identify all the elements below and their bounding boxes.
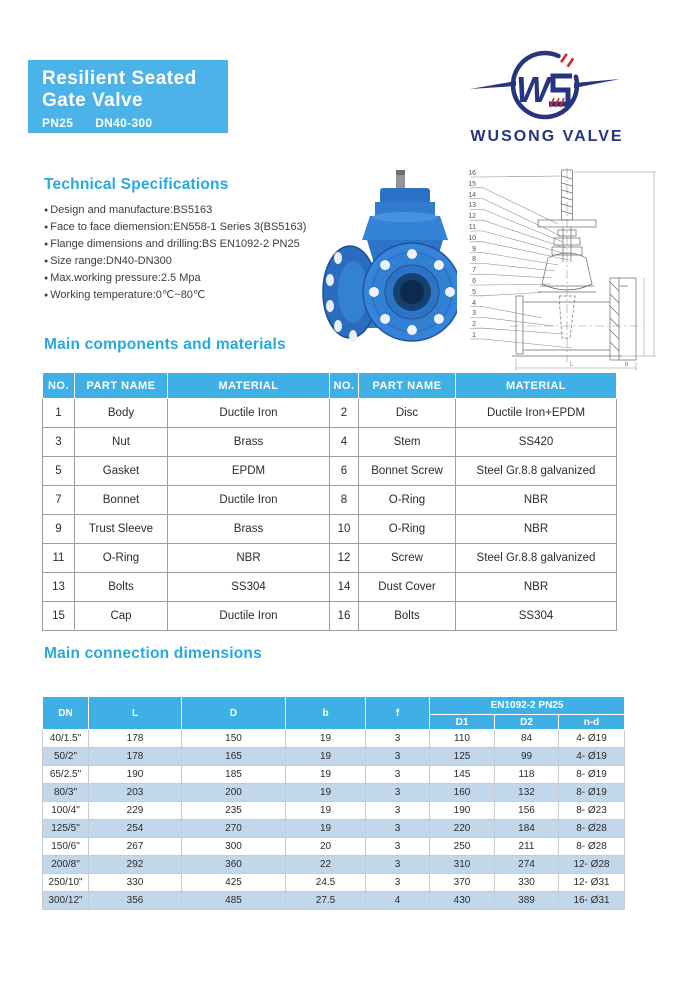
drawing-part-number: 11 — [468, 224, 476, 231]
table-row — [43, 874, 625, 892]
table-cell: SS304 — [456, 602, 617, 631]
drawing-part-number: 15 — [468, 180, 476, 188]
table-row — [43, 515, 617, 544]
column-header: MATERIAL — [168, 373, 330, 399]
table-cell: 84 — [495, 730, 559, 748]
table-cell: 2 — [330, 399, 359, 428]
sub-column-header: D1 — [430, 715, 495, 730]
table-cell: 356 — [89, 892, 182, 910]
table-cell: Bonnet — [75, 486, 168, 515]
table-cell: NBR — [456, 573, 617, 602]
product-subtitle — [42, 116, 228, 130]
table-cell: 156 — [495, 802, 559, 820]
table-cell: 132 — [495, 784, 559, 802]
drawing-part-number: 16 — [468, 170, 476, 177]
product-title-line2: Gate Valve — [42, 90, 144, 111]
table-cell: 19 — [286, 802, 366, 820]
company-logo-icon — [468, 38, 628, 133]
table-cell: Ductile Iron — [168, 602, 330, 631]
table-row — [43, 838, 625, 856]
table-row — [43, 766, 625, 784]
table-cell: 3 — [366, 856, 430, 874]
dimensions-table-header — [43, 697, 625, 730]
drawing-part-number: 7 — [472, 267, 476, 275]
spec-item: ● Flange dimensions and drilling:BS EN1092-2 PN25 — [44, 236, 324, 253]
table-cell: 20 — [286, 838, 366, 856]
column-header: DN — [43, 697, 89, 730]
table-cell: 40/1.5" — [43, 730, 89, 748]
components-table — [42, 372, 617, 631]
table-cell: 5 — [43, 457, 75, 486]
table-cell: 184 — [495, 820, 559, 838]
column-header: b — [286, 697, 366, 730]
table-cell: 125 — [430, 748, 495, 766]
table-cell: 254 — [89, 820, 182, 838]
table-cell: Steel Gr.8.8 galvanized — [456, 544, 617, 573]
table-cell: NBR — [456, 515, 617, 544]
table-cell: Ductile Iron — [168, 486, 330, 515]
table-cell: O-Ring — [359, 486, 456, 515]
column-header: f — [366, 697, 430, 730]
table-row — [43, 486, 617, 515]
table-row — [43, 428, 617, 457]
table-cell: 12- Ø31 — [559, 874, 625, 892]
table-cell: NBR — [168, 544, 330, 573]
table-cell: 200/8" — [43, 856, 89, 874]
table-cell: 19 — [286, 730, 366, 748]
column-header: PART NAME — [359, 373, 456, 399]
table-cell: 8- Ø19 — [559, 766, 625, 784]
table-cell: 150 — [182, 730, 286, 748]
table-cell: EPDM — [168, 457, 330, 486]
valve-photo — [322, 168, 457, 348]
components-heading: Main components and materials — [44, 336, 286, 353]
table-cell: 3 — [366, 874, 430, 892]
table-cell: 4 — [366, 892, 430, 910]
table-cell: 12- Ø28 — [559, 856, 625, 874]
table-cell: 145 — [430, 766, 495, 784]
drawing-part-number: 1 — [472, 332, 476, 339]
table-row — [43, 820, 625, 838]
table-cell: 274 — [495, 856, 559, 874]
table-cell: 235 — [182, 802, 286, 820]
table-cell: 19 — [286, 820, 366, 838]
table-cell: 8 — [330, 486, 359, 515]
table-cell: Disc — [359, 399, 456, 428]
table-cell: 389 — [495, 892, 559, 910]
table-cell: 330 — [89, 874, 182, 892]
table-cell: Cap — [75, 602, 168, 631]
table-cell: 125/5" — [43, 820, 89, 838]
table-cell: 50/2" — [43, 748, 89, 766]
table-cell: 9 — [43, 515, 75, 544]
table-cell: 430 — [430, 892, 495, 910]
drawing-part-number: 12 — [468, 213, 476, 221]
table-cell: 3 — [366, 748, 430, 766]
spec-item: ● Face to face diemension:EN558-1 Series 3(BS5163) — [44, 219, 324, 236]
table-cell: Brass — [168, 515, 330, 544]
table-cell: NBR — [456, 486, 617, 515]
components-table-header — [43, 373, 617, 399]
table-cell: 16 — [330, 602, 359, 631]
table-row — [43, 802, 625, 820]
svg-text:b: b — [625, 362, 629, 368]
table-cell: Body — [75, 399, 168, 428]
table-cell: Steel Gr.8.8 galvanized — [456, 457, 617, 486]
table-cell: 3 — [366, 802, 430, 820]
table-row — [43, 856, 625, 874]
table-cell: 6 — [330, 457, 359, 486]
title-block — [28, 60, 228, 133]
table-cell: 425 — [182, 874, 286, 892]
table-cell: SS304 — [168, 573, 330, 602]
valve-technical-drawing — [462, 166, 667, 376]
table-cell: 27.5 — [286, 892, 366, 910]
table-cell: 12 — [330, 544, 359, 573]
table-cell: 110 — [430, 730, 495, 748]
table-cell: 250 — [430, 838, 495, 856]
table-cell: 211 — [495, 838, 559, 856]
drawing-part-number: 3 — [472, 310, 476, 318]
table-cell: 200 — [182, 784, 286, 802]
table-row — [43, 573, 617, 602]
table-cell: 24.5 — [286, 874, 366, 892]
table-cell: O-Ring — [359, 515, 456, 544]
table-cell: 3 — [366, 730, 430, 748]
table-row — [43, 399, 617, 428]
drawing-part-number: 13 — [468, 202, 476, 210]
table-row — [43, 892, 625, 910]
table-cell: Bolts — [359, 602, 456, 631]
sub-column-header: n-d — [559, 715, 625, 730]
table-cell: 190 — [89, 766, 182, 784]
tech-specs-list — [44, 202, 324, 304]
table-cell: 270 — [182, 820, 286, 838]
table-cell: 99 — [495, 748, 559, 766]
table-cell: 250/10" — [43, 874, 89, 892]
column-header: D — [182, 697, 286, 730]
table-cell: 300 — [182, 838, 286, 856]
drawing-part-number: 14 — [468, 191, 476, 199]
logo-monogram-w: W — [516, 69, 550, 110]
table-cell: 3 — [366, 784, 430, 802]
svg-text:L: L — [570, 362, 574, 368]
tech-specs-heading: Technical Specifications — [44, 176, 229, 193]
drawing-part-number: 9 — [472, 245, 476, 253]
spec-item: ● Working temperature:0℃~80℃ — [44, 287, 324, 304]
sub-column-header: D2 — [495, 715, 559, 730]
table-cell: 150/6" — [43, 838, 89, 856]
spec-item: ● Design and manufacture:BS5163 — [44, 202, 324, 219]
table-cell: 229 — [89, 802, 182, 820]
group-column-header: EN1092-2 PN25 — [430, 697, 625, 715]
drawing-part-number: 4 — [472, 299, 476, 307]
column-header: L — [89, 697, 182, 730]
table-cell: 7 — [43, 486, 75, 515]
table-cell: 19 — [286, 784, 366, 802]
column-header: MATERIAL — [456, 373, 617, 399]
table-cell: 203 — [89, 784, 182, 802]
table-cell: 8- Ø19 — [559, 784, 625, 802]
product-title-line1: Resilient Seated — [42, 68, 197, 89]
table-cell: 13 — [43, 573, 75, 602]
dimensions-table — [42, 696, 625, 910]
table-cell: Ductile Iron — [168, 399, 330, 428]
column-header: PART NAME — [75, 373, 168, 399]
table-cell: 11 — [43, 544, 75, 573]
table-cell: 4- Ø19 — [559, 748, 625, 766]
table-cell: Brass — [168, 428, 330, 457]
table-cell: 3 — [366, 766, 430, 784]
table-cell: 80/3" — [43, 784, 89, 802]
table-row — [43, 748, 625, 766]
table-cell: 292 — [89, 856, 182, 874]
table-cell: Nut — [75, 428, 168, 457]
table-cell: 19 — [286, 748, 366, 766]
spec-item: ● Max.working pressure:2.5 Mpa — [44, 270, 324, 287]
column-header: NO. — [330, 373, 359, 399]
column-header: NO. — [43, 373, 75, 399]
table-cell: 485 — [182, 892, 286, 910]
table-cell: 19 — [286, 766, 366, 784]
table-row — [43, 457, 617, 486]
table-cell: 178 — [89, 748, 182, 766]
table-cell: 8- Ø28 — [559, 820, 625, 838]
table-cell: 65/2.5" — [43, 766, 89, 784]
table-cell: 160 — [430, 784, 495, 802]
table-cell: 14 — [330, 573, 359, 602]
table-cell: 267 — [89, 838, 182, 856]
table-row — [43, 544, 617, 573]
table-cell: 8- Ø23 — [559, 802, 625, 820]
drawing-part-number: 10 — [468, 234, 476, 242]
table-row — [43, 784, 625, 802]
table-cell: 15 — [43, 602, 75, 631]
table-cell: Screw — [359, 544, 456, 573]
spec-item: ● Size range:DN40-DN300 — [44, 253, 324, 270]
table-cell: 178 — [89, 730, 182, 748]
table-cell: 100/4" — [43, 802, 89, 820]
pn-rating: PN25 — [42, 116, 74, 130]
dn-range: DN40-300 — [95, 116, 153, 130]
table-cell: 8- Ø28 — [559, 838, 625, 856]
table-row — [43, 602, 617, 631]
table-cell: 16- Ø31 — [559, 892, 625, 910]
table-cell: 300/12" — [43, 892, 89, 910]
table-cell: Gasket — [75, 457, 168, 486]
dimensions-heading: Main connection dimensions — [44, 645, 262, 662]
brand-name: WUSONG VALVE — [470, 128, 624, 145]
table-cell: 22 — [286, 856, 366, 874]
table-cell: Trust Sleeve — [75, 515, 168, 544]
table-cell: 370 — [430, 874, 495, 892]
table-row — [43, 730, 625, 748]
table-cell: 330 — [495, 874, 559, 892]
table-cell: 190 — [430, 802, 495, 820]
table-cell: 310 — [430, 856, 495, 874]
table-cell: 185 — [182, 766, 286, 784]
drawing-part-number: 5 — [472, 288, 476, 296]
table-cell: Ductile Iron+EPDM — [456, 399, 617, 428]
table-cell: O-Ring — [75, 544, 168, 573]
table-cell: 4- Ø19 — [559, 730, 625, 748]
table-cell: SS420 — [456, 428, 617, 457]
drawing-part-number: 2 — [472, 321, 476, 329]
table-cell: Dust Cover — [359, 573, 456, 602]
table-cell: 3 — [366, 838, 430, 856]
table-cell: 3 — [366, 820, 430, 838]
table-cell: Bonnet Screw — [359, 457, 456, 486]
table-cell: 118 — [495, 766, 559, 784]
table-cell: 4 — [330, 428, 359, 457]
table-cell: 1 — [43, 399, 75, 428]
drawing-part-number: 8 — [472, 256, 476, 264]
drawing-part-number: 6 — [472, 278, 476, 285]
table-cell: 3 — [43, 428, 75, 457]
table-cell: Bolts — [75, 573, 168, 602]
table-cell: Stem — [359, 428, 456, 457]
table-cell: 165 — [182, 748, 286, 766]
table-cell: 10 — [330, 515, 359, 544]
table-cell: 360 — [182, 856, 286, 874]
table-cell: 220 — [430, 820, 495, 838]
